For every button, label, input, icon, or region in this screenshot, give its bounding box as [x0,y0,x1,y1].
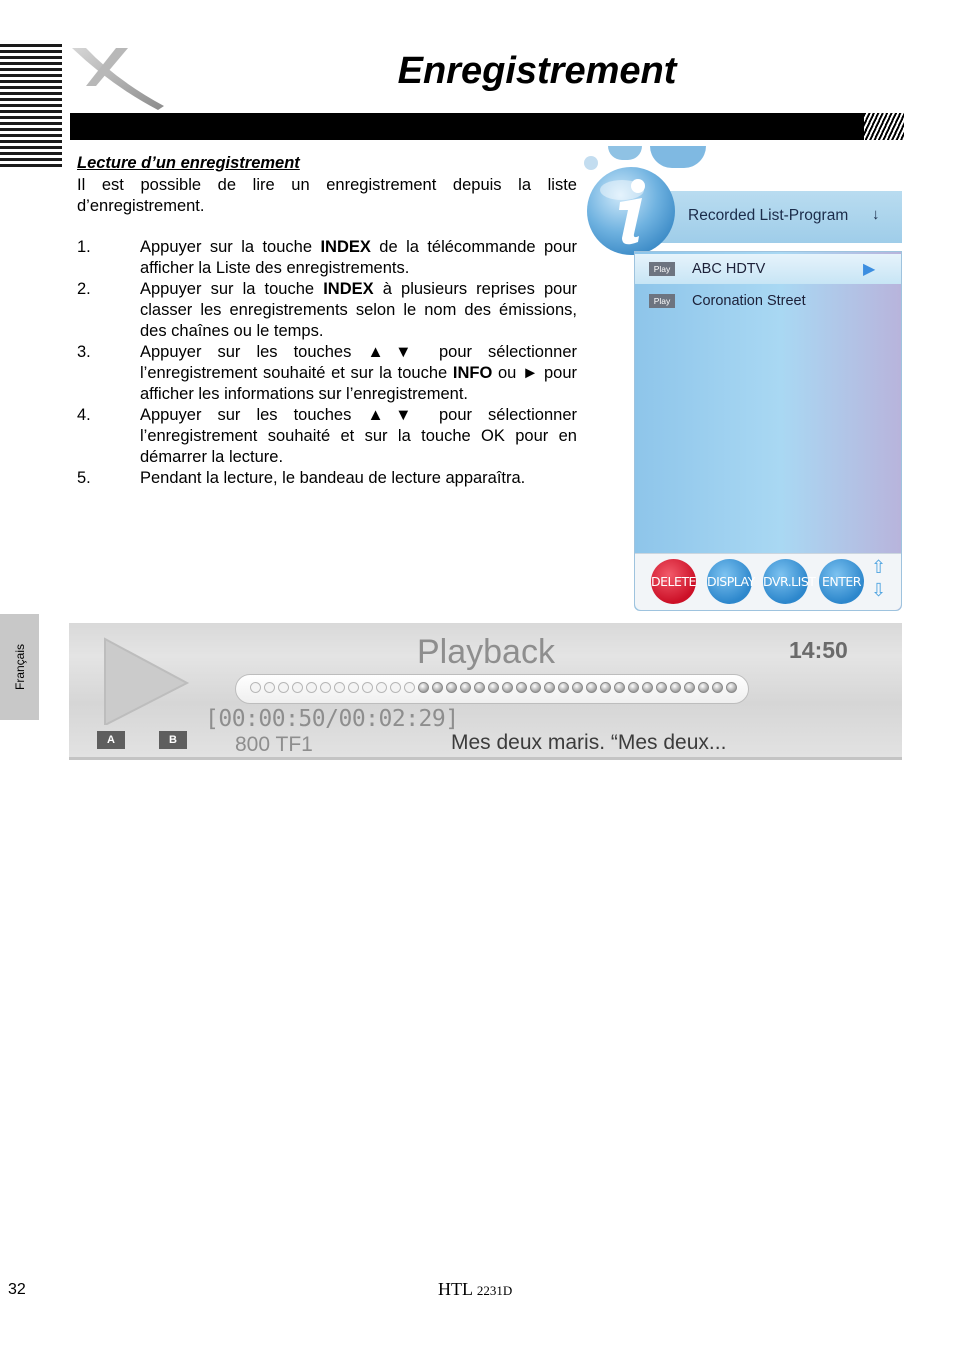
progress-dot [544,682,555,693]
step-text: Appuyer sur la touche INDEX à plusieurs reprises pour classer les enregistrements selon le nom des émissions, des chaînes ou le temps. [140,280,577,340]
progress-dot [404,682,415,693]
list-item [77,342,577,405]
dvr-list-button[interactable]: DVR.LIST [763,559,808,604]
progress-dot [656,682,667,693]
progress-dot [446,682,457,693]
progress-dot [376,682,387,693]
progress-dot [698,682,709,693]
step-text: Appuyer sur la touche INDEX de la télécommande pour afficher la Liste des enregistrements. [140,238,577,277]
language-tab [0,614,39,720]
info-icon [586,164,680,258]
progress-dot [670,682,681,693]
arrow-down-icon[interactable]: ⇩ [871,580,887,600]
step-text: Pendant la lecture, le bandeau de lecture apparaîtra. [140,469,526,487]
progress-dot [390,682,401,693]
title-bar-hatch [864,113,904,140]
progress-dot [614,682,625,693]
progress-dot [712,682,723,693]
step-number: 5. [77,469,91,487]
progress-dot [530,682,541,693]
recorded-list-item[interactable] [635,254,901,284]
playback-progress-bar[interactable] [235,674,749,704]
playback-banner [69,623,902,760]
progress-dot [264,682,275,693]
playback-counter: [00:00:50/00:02:29] [205,706,459,732]
step-number: 2. [77,280,91,298]
b-button[interactable]: B [159,731,187,749]
list-item [77,279,577,342]
list-item [77,468,577,489]
recorded-list-title: Recorded List-Program [688,207,849,224]
sort-arrow-down-icon[interactable]: ↓ [872,206,880,223]
progress-dot [684,682,695,693]
program-title: Mes deux maris. “Mes deux... [451,731,727,754]
progress-dot [250,682,261,693]
play-badge: Play [649,262,675,276]
progress-dot [586,682,597,693]
recording-name: ABC HDTV [692,261,766,277]
title-bar [70,113,866,140]
progress-dot [488,682,499,693]
recorded-list-body [634,251,902,611]
list-item [77,237,577,279]
progress-dot [600,682,611,693]
decor-bubble [608,146,642,160]
progress-dot [460,682,471,693]
enter-button[interactable]: ENTER [819,559,864,604]
progress-dot [474,682,485,693]
progress-dot [292,682,303,693]
step-number: 1. [77,238,91,256]
progress-dot [306,682,317,693]
steps-list [77,237,577,489]
progress-dot [348,682,359,693]
progress-dots [250,682,737,693]
progress-dot [516,682,527,693]
model-name: HTL 2231D [438,1279,513,1299]
page-title: Enregistrement [397,50,677,92]
list-item [77,405,577,468]
progress-dot [726,682,737,693]
progress-dot [334,682,345,693]
progress-dot [628,682,639,693]
arrow-up-icon[interactable]: ⇧ [871,557,887,577]
recorded-list-item[interactable] [635,286,901,316]
a-button[interactable]: A [97,731,125,749]
progress-dot [432,682,443,693]
step-text: Appuyer sur les touches ▲▼ pour sélectionner l’enregistrement souhaité et sur la touche INFO ou ► pour afficher les informations sur l’enregistrement. [140,343,577,403]
recording-name: Coronation Street [692,293,806,309]
recorded-list-screen [586,146,902,612]
section-title: Lecture d’un enregistrement [77,154,300,172]
step-number: 3. [77,343,91,361]
progress-dot [418,682,429,693]
recorded-list-footer [635,553,901,610]
playback-title: Playback [417,633,555,671]
playback-clock: 14:50 [789,637,848,663]
delete-button[interactable]: DELETE [651,559,696,604]
display-button[interactable]: DISPLAY [707,559,752,604]
step-text: Appuyer sur les touches ▲▼ pour sélectionner l’enregistrement souhaité et sur la touche OK pour en démarrer la lecture. [140,406,577,466]
progress-dot [572,682,583,693]
channel-name: 800 TF1 [235,733,313,756]
progress-dot [320,682,331,693]
progress-dot [278,682,289,693]
progress-dot [558,682,569,693]
progress-dot [642,682,653,693]
progress-dot [502,682,513,693]
intro-text: Il est possible de lire un enregistrement depuis la liste d’enregistrement. [77,176,577,215]
play-icon [101,635,191,725]
progress-dot [362,682,373,693]
page-number: 32 [8,1281,26,1298]
step-number: 4. [77,406,91,424]
language-label: Français [13,643,27,691]
play-arrow-icon: ▶ [863,261,876,278]
play-badge: Play [649,294,675,308]
